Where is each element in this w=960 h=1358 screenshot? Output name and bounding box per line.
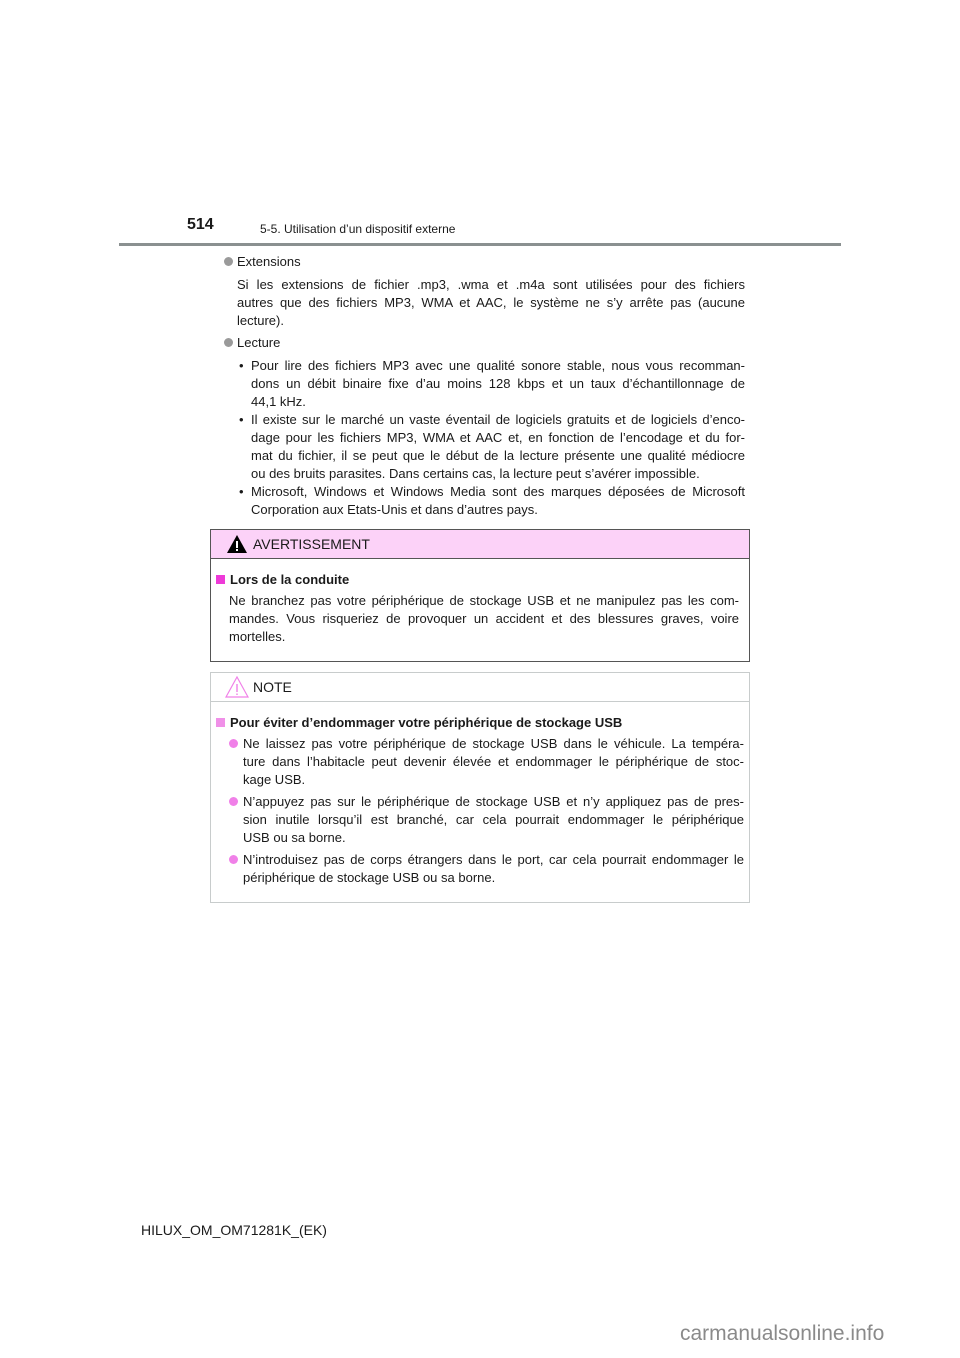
note-header	[211, 673, 749, 702]
list-item	[243, 851, 744, 887]
page-number: 514	[187, 216, 214, 233]
square-bullet-icon	[216, 718, 225, 727]
extensions-heading	[224, 253, 301, 271]
text-line: ture dans l’habitacle peut devenir élevée et endommager le périphérique de stoc-	[243, 754, 744, 769]
warning-box	[210, 529, 750, 662]
warning-text	[229, 592, 739, 646]
watermark: carmanualsonline.info	[680, 1322, 885, 1345]
warning-title: AVERTISSEMENT	[253, 536, 370, 552]
text-line: Pour lire des fichiers MP3 avec une qualité sonore stable, nous vous recomman-	[251, 358, 745, 373]
text-line: kage USB.	[243, 772, 306, 787]
text-line: N’introduisez pas de corps étrangers dans le port, car cela pourrait endommager le	[243, 852, 744, 867]
warning-header	[211, 530, 749, 559]
list-item: • Il existe sur le marché un vaste éventail de logiciels gratuits et de logiciels d’enco- dage pour les fichiers MP3, WMA et AAC et, en fonction de l’encodage et du for- mat du fichier, il se peut que le début de la lecture présente une qualité médiocre ou des bruits parasites. Dans certains cas, la lecture peut s’avérer impossible.	[239, 412, 745, 481]
text-line: mat du fichier, il se peut que le début de la lecture présente une qualité médiocre	[251, 448, 745, 463]
document-code: HILUX_OM_OM71281K_(EK)	[141, 1222, 327, 1238]
extensions-text	[237, 276, 745, 330]
text-line: dage pour les fichiers MP3, WMA et AAC et, en fonction de l’encodage et du for-	[251, 430, 745, 445]
bullet-icon	[224, 338, 233, 347]
bullet-icon	[229, 797, 238, 806]
warning-heading: Lors de la conduite	[216, 571, 349, 589]
text-line: Si les extensions de fichier .mp3, .wma et .m4a sont utilisées pour des fichiers	[237, 277, 745, 292]
lecture-heading	[224, 334, 280, 352]
text-line: lecture).	[237, 313, 284, 328]
extensions-title: Extensions	[237, 254, 301, 269]
bullet-icon	[229, 855, 238, 864]
lecture-list	[239, 357, 745, 519]
text-line: Ne laissez pas votre périphérique de stockage USB dans le véhicule. La tempéra-	[243, 736, 744, 751]
caution-icon	[225, 676, 249, 698]
note-title: NOTE	[253, 679, 292, 695]
bullet-icon	[224, 257, 233, 266]
text-line: mortelles.	[229, 629, 286, 644]
square-bullet-icon	[216, 575, 225, 584]
text-line: 44,1 kHz.	[251, 394, 306, 409]
section-title: 5-5. Utilisation d’un dispositif externe	[260, 222, 456, 236]
list-item: • Pour lire des fichiers MP3 avec une qualité sonore stable, nous vous recomman- dons un débit binaire fixe d’au moins 128 kbps et un taux d’échantillonnage de 44,1 kHz.	[239, 358, 745, 409]
text-line: périphérique de stockage USB ou sa borne.	[243, 870, 496, 885]
note-box	[210, 672, 750, 903]
text-line: mandes. Vous risqueriez de provoquer un accident et des blessures graves, voire	[229, 611, 739, 626]
note-list	[243, 735, 744, 887]
text-line: USB ou sa borne.	[243, 830, 346, 845]
note-heading: Pour éviter d’endommager votre périphérique de stockage USB	[216, 714, 622, 732]
list-item	[243, 793, 744, 847]
text-line: Il existe sur le marché un vaste éventail de logiciels gratuits et de logiciels d’enco-	[251, 412, 745, 427]
warning-icon	[226, 534, 248, 554]
list-item: • Microsoft, Windows et Windows Media sont des marques déposées de Microsoft Corporation aux Etats-Unis et dans d’autres pays.	[239, 484, 745, 517]
lecture-title: Lecture	[237, 335, 281, 350]
text-line: Microsoft, Windows et Windows Media sont des marques déposées de Microsoft	[251, 484, 745, 499]
text-line: Ne branchez pas votre périphérique de stockage USB et ne manipulez pas les com-	[229, 593, 739, 608]
text-line: Corporation aux Etats-Unis et dans d’autres pays.	[251, 502, 538, 517]
list-item	[243, 735, 744, 789]
text-line: dons un débit binaire fixe d’au moins 128 kbps et un taux d’échantillonnage de	[251, 376, 745, 391]
text-line: N’appuyez pas sur le périphérique de stockage USB et n’y appliquez pas de pres-	[243, 794, 744, 809]
header-divider	[119, 243, 841, 246]
text-line: autres que des fichiers MP3, WMA et AAC, le système ne s’y arrête pas (aucune	[237, 295, 745, 310]
text-line: ou des bruits parasites. Dans certains cas, la lecture peut s’avérer impossible.	[251, 466, 700, 481]
text-line: sion inutile lorsqu’il est branché, car cela pourrait endommager le périphérique	[243, 812, 744, 827]
bullet-icon	[229, 739, 238, 748]
